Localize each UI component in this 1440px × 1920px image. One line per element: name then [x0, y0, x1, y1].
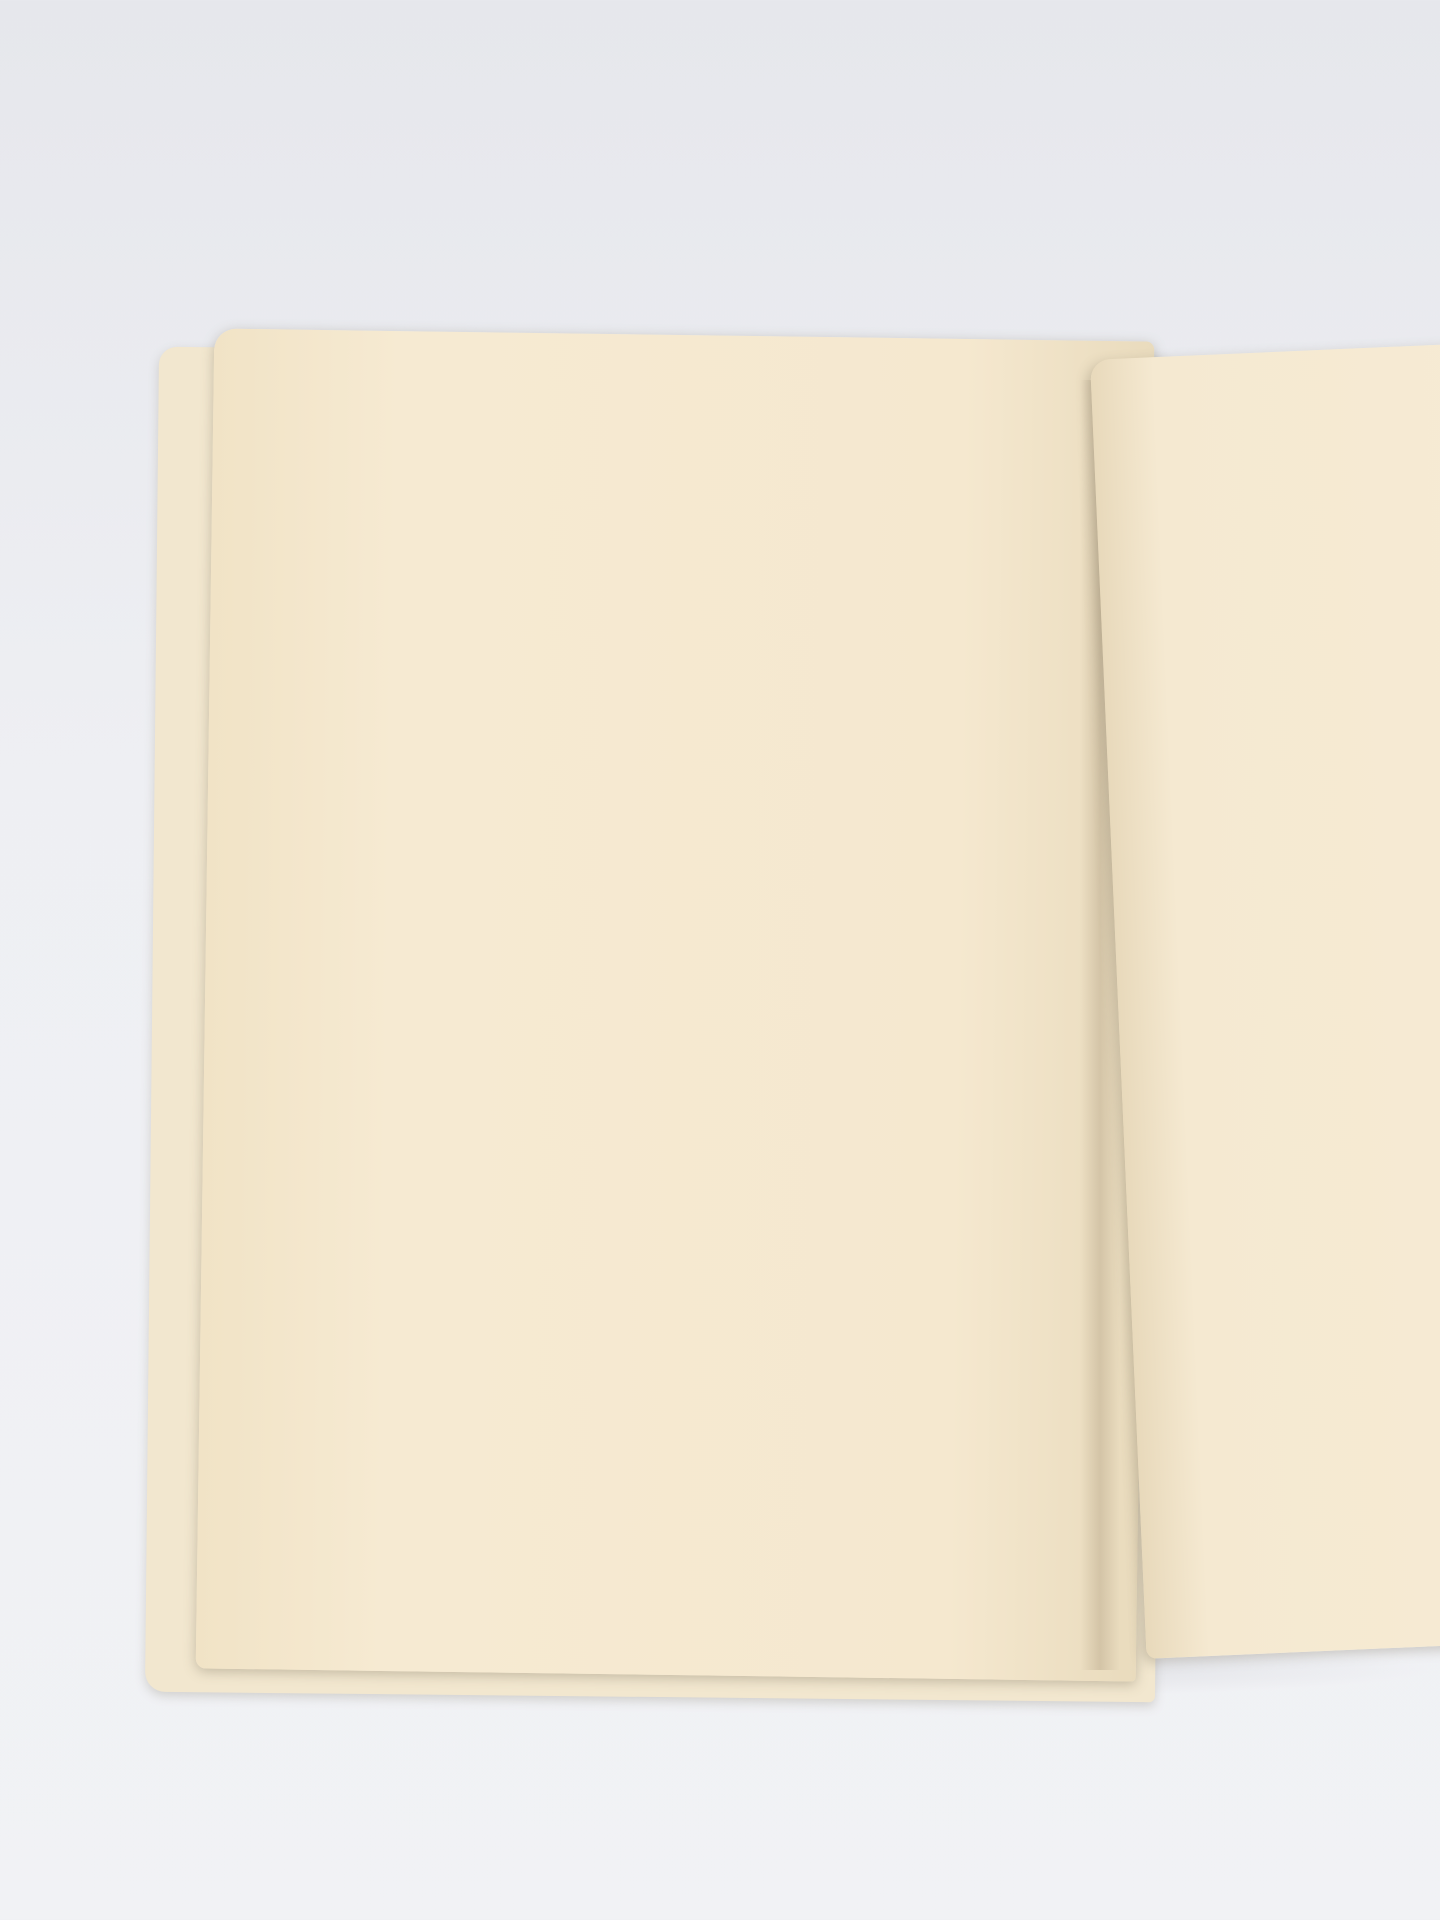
right-page — [1090, 342, 1440, 1659]
chapter-heading — [213, 413, 1153, 426]
page-number — [214, 362, 1154, 375]
right-top-text — [1131, 364, 1440, 381]
chapter-subtitle-line-2 — [212, 491, 1152, 504]
right-body-text — [1143, 633, 1440, 650]
left-page — [196, 329, 1155, 1682]
body-text — [272, 529, 1112, 541]
chapter-subtitle-line-1 — [212, 465, 1152, 478]
